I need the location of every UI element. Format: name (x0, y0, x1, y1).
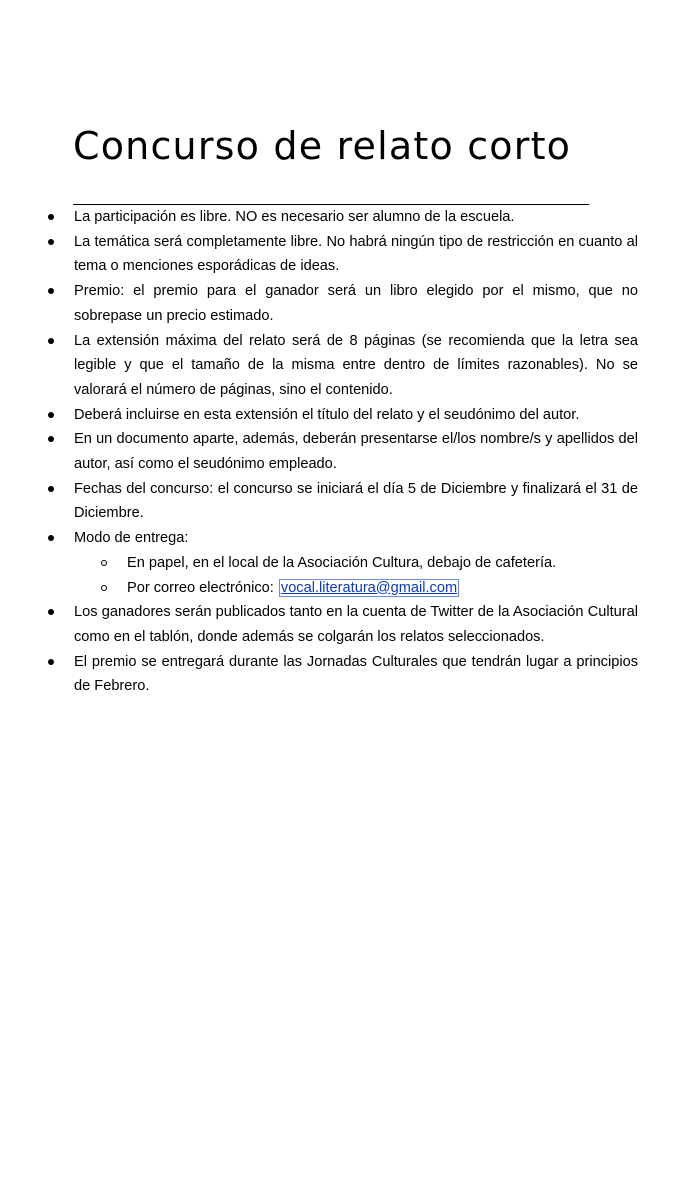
bullet-icon (48, 412, 54, 418)
list-item (0, 279, 675, 328)
list-item (0, 427, 675, 476)
bullet-icon (48, 288, 54, 294)
list-item (0, 526, 675, 551)
bullet-icon (48, 338, 54, 344)
list-item-text: Fechas del concurso: el concurso se iniciará el día 5 de Diciembre y finalizará el 31 de Diciembre. (74, 480, 638, 522)
list-item-text: La extensión máxima del relato será de 8 páginas (se recomienda que la letra sea legible y que el tamaño de la misma entre dentro de límites razonables). No se valorará el número de páginas, sino el contenido. (74, 332, 638, 398)
rules-list (0, 205, 675, 551)
list-item (0, 230, 675, 279)
list-item-text: Los ganadores serán publicados tanto en la cuenta de Twitter de la Asociación Cultural como en el tablón, donde además se colgarán los relatos seleccionados. (74, 604, 638, 645)
bullet-icon (48, 535, 54, 541)
list-item-text: Premio: el premio para el ganador será un libro elegido por el mismo, que no sobrepase un precio estimado. (74, 283, 638, 324)
hollow-bullet-icon (101, 585, 107, 591)
bullet-icon (48, 659, 54, 665)
list-item-text: La temática será completamente libre. No habrá ningún tipo de restricción en cuanto al tema o menciones esporádicas de ideas. (74, 233, 638, 275)
list-item-text: Deberá incluirse en esta extensión el título del relato y el seudónimo del autor. (74, 406, 580, 423)
page-title: Concurso de relato corto (73, 124, 572, 168)
list-item (0, 329, 675, 403)
delivery-options-list (0, 551, 675, 600)
delivery-option-text: En papel, en el local de la Asociación Cultura, debajo de cafetería. (127, 554, 557, 571)
list-item (0, 205, 675, 230)
bullet-icon (48, 486, 54, 492)
delivery-option-email (0, 576, 675, 601)
list-item (0, 600, 675, 649)
delivery-option-paper (0, 551, 675, 576)
list-item-text: Modo de entrega: (74, 530, 189, 547)
rules-section (0, 205, 675, 699)
email-link[interactable]: vocal.literatura@gmail.com (280, 579, 458, 596)
hollow-bullet-icon (101, 560, 107, 566)
list-item-text: La participación es libre. NO es necesario ser alumno de la escuela. (74, 209, 515, 225)
bullet-icon (48, 239, 54, 245)
list-item (0, 477, 675, 526)
delivery-option-text: Por correo electrónico: (127, 579, 274, 596)
rules-list-continued (0, 600, 675, 699)
bullet-icon (48, 214, 54, 220)
list-item (0, 403, 675, 428)
list-item-text: El premio se entregará durante las Jornadas Culturales que tendrán lugar a principios de Febrero. (74, 653, 638, 695)
list-item-text: En un documento aparte, además, deberán presentarse el/los nombre/s y apellidos del autor, así como el seudónimo empleado. (74, 431, 638, 473)
list-item (0, 650, 675, 699)
bullet-icon (48, 436, 54, 442)
bullet-icon (48, 609, 54, 615)
